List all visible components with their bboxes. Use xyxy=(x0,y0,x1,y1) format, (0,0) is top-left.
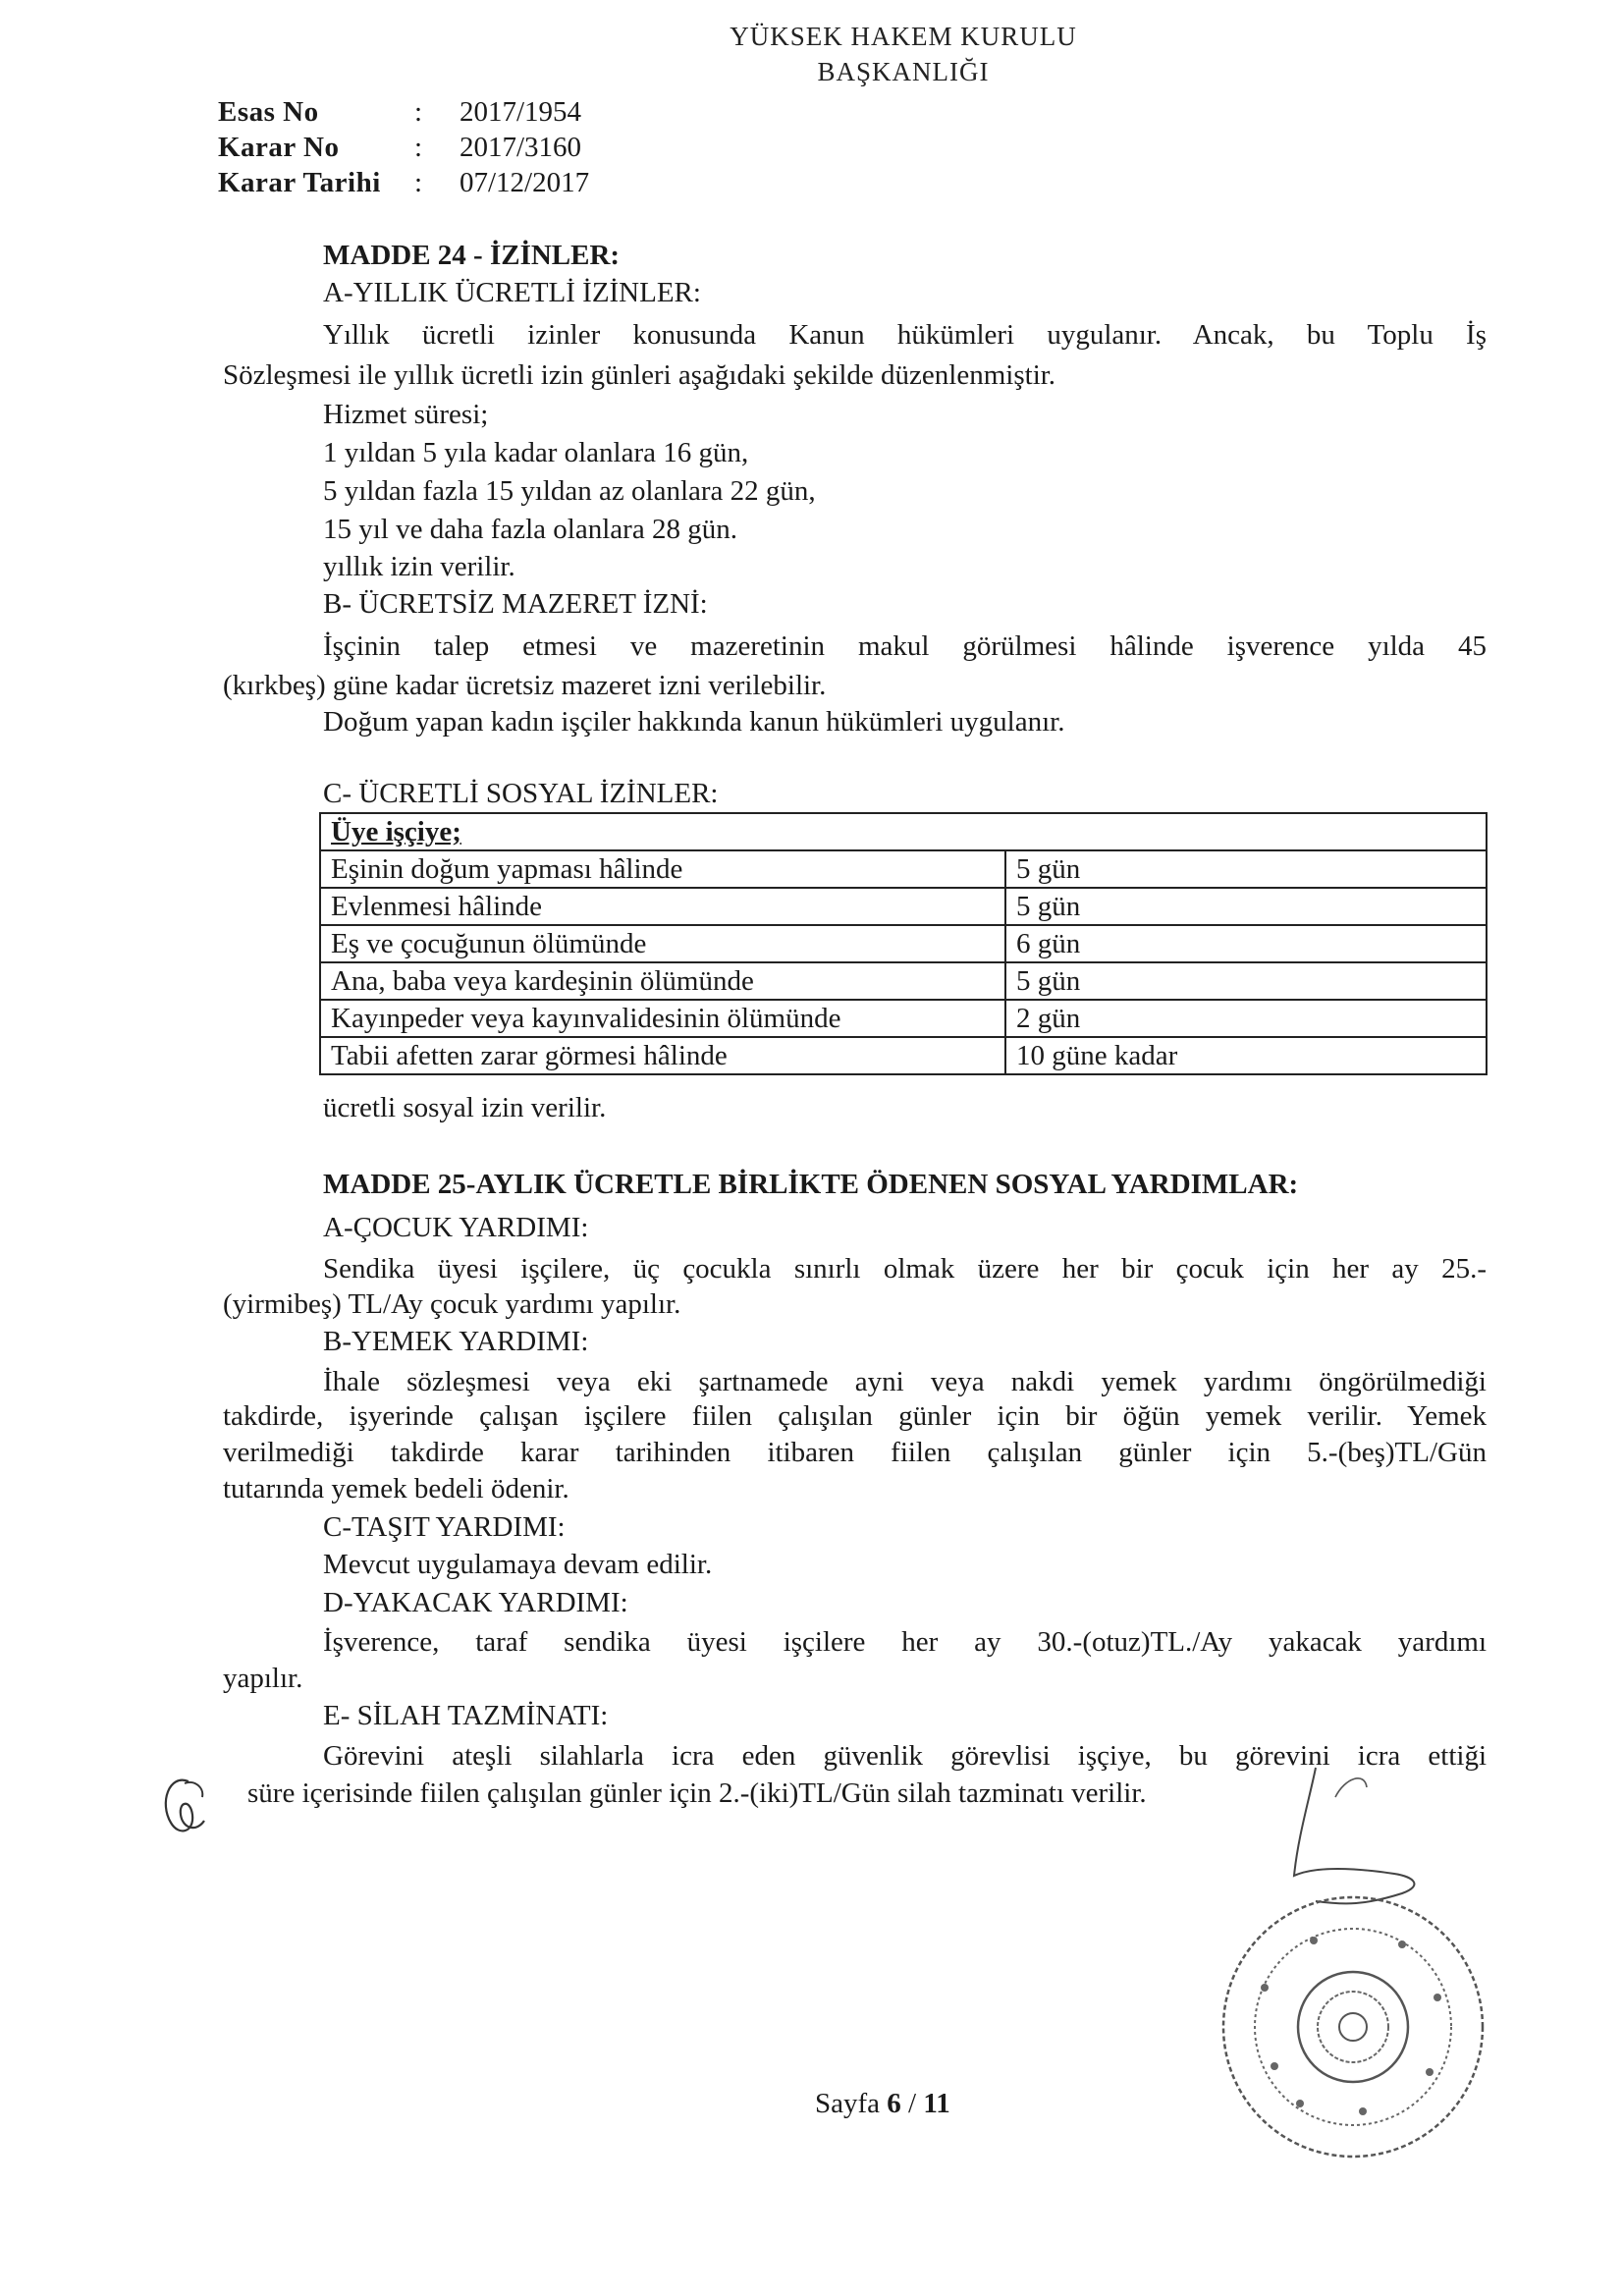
table-row xyxy=(320,1000,1487,1037)
leave-case: Evlenmesi hâlinde xyxy=(320,888,1005,925)
leave-days: 5 gün xyxy=(1005,850,1487,888)
paragraph-line: Mevcut uygulamaya devam edilir. xyxy=(323,1549,713,1580)
paragraph-line: Sendika üyesi işçilere, üç çocukla sınırlı olmak üzere her bir çocuk için her ay 25.- xyxy=(323,1253,1487,1285)
meta-colon: : xyxy=(414,167,423,198)
page-prefix: Sayfa xyxy=(815,2088,888,2119)
leave-case: Kayınpeder veya kayınvalidesinin ölümünde xyxy=(320,1000,1005,1037)
section-d-heading: D-YAKACAK YARDIMI: xyxy=(323,1587,628,1618)
paragraph-line: İşverence, taraf sendika üyesi işçilere her ay 30.-(otuz)TL./Ay yakacak yardımı xyxy=(323,1626,1487,1658)
page-total: 11 xyxy=(923,2088,950,2119)
meta-row-karar xyxy=(218,130,589,165)
table-header-row xyxy=(320,813,1487,850)
paragraph-line: İşçinin talep etmesi ve mazeretinin makul görülmesi hâlinde işverence yılda 45 xyxy=(323,630,1487,662)
leave-rule: 15 yıl ve daha fazla olanlara 28 gün. xyxy=(323,514,737,545)
service-period-label: Hizmet süresi; xyxy=(323,399,489,430)
paragraph-line: Yıllık ücretli izinler konusunda Kanun hükümleri uygulanır. Ancak, bu Toplu İş xyxy=(323,319,1487,351)
institution-subname: BAŞKANLIĞI xyxy=(817,57,990,86)
handwritten-initial xyxy=(149,1764,228,1852)
table-row xyxy=(320,962,1487,1000)
institution-name: YÜKSEK HAKEM KURULU xyxy=(730,22,1077,51)
paragraph-line: Doğum yapan kadın işçiler hakkında kanun hükümleri uygulanır. xyxy=(323,706,1065,738)
leave-case: Eş ve çocuğunun ölümünde xyxy=(320,925,1005,962)
meta-value: 2017/1954 xyxy=(460,96,582,128)
paragraph-line: Sözleşmesi ile yıllık ücretli izin günleri aşağıdaki şekilde düzenlenmiştir. xyxy=(223,359,1056,391)
meta-value: 2017/3160 xyxy=(460,132,582,163)
paragraph-line: İhale sözleşmesi veya eki şartnamede ayni veya nakdi yemek yardımı öngörülmediği xyxy=(323,1366,1487,1397)
meta-colon: : xyxy=(414,96,423,128)
section-b-heading: B-YEMEK YARDIMI: xyxy=(323,1326,589,1357)
meta-row-esas xyxy=(218,94,589,130)
paragraph-line: yapılır. xyxy=(223,1663,303,1694)
meta-label: Esas No xyxy=(218,96,319,128)
leave-rule: 1 yıldan 5 yıla kadar olanlara 16 gün, xyxy=(323,437,749,468)
section-a-heading: A-ÇOCUK YARDIMI: xyxy=(323,1212,589,1243)
page-sep: / xyxy=(900,2088,924,2119)
paragraph-line: ücretli sosyal izin verilir. xyxy=(323,1092,607,1123)
article-25-title: MADDE 25-AYLIK ÜCRETLE BİRLİKTE ÖDENEN SOSYAL YARDIMLAR: xyxy=(323,1169,1299,1200)
section-b-heading: B- ÜCRETSİZ MAZERET İZNİ: xyxy=(323,588,708,620)
page-current: 6 xyxy=(887,2088,901,2119)
page-number xyxy=(815,2088,950,2120)
paragraph-line: süre içerisinde fiilen çalışılan günler için 2.-(iki)TL/Gün silah tazminatı verilir. xyxy=(247,1777,1147,1809)
section-c-heading: C-TAŞIT YARDIMI: xyxy=(323,1511,566,1543)
table-row xyxy=(320,925,1487,962)
leave-days: 5 gün xyxy=(1005,888,1487,925)
leave-case: Ana, baba veya kardeşinin ölümünde xyxy=(320,962,1005,1000)
paragraph-line: Görevini ateşli silahlarla icra eden güvenlik görevlisi işçiye, bu görevini icra ettiği xyxy=(323,1740,1487,1772)
section-a-heading: A-YILLIK ÜCRETLİ İZİNLER: xyxy=(323,277,701,308)
meta-colon: : xyxy=(414,132,423,163)
leave-case: Eşinin doğum yapması hâlinde xyxy=(320,850,1005,888)
paragraph-line: (yirmibeş) TL/Ay çocuk yardımı yapılır. xyxy=(223,1288,681,1320)
leave-days: 5 gün xyxy=(1005,962,1487,1000)
paragraph-line: takdirde, işyerinde çalışan işçilere fiilen çalışılan günler için bir öğün yemek verilir. Yemek xyxy=(223,1400,1487,1432)
leave-case: Tabii afetten zarar görmesi hâlinde xyxy=(320,1037,1005,1074)
meta-row-tarih xyxy=(218,165,589,200)
leave-rule: 5 yıldan fazla 15 yıldan az olanlara 22 gün, xyxy=(323,475,816,507)
meta-label: Karar No xyxy=(218,132,340,163)
table-row xyxy=(320,1037,1487,1074)
article-24-title: MADDE 24 - İZİNLER: xyxy=(323,240,621,271)
case-meta xyxy=(218,94,589,200)
meta-value: 07/12/2017 xyxy=(460,167,590,198)
leave-days: 6 gün xyxy=(1005,925,1487,962)
table-header-cell: Üye işçiye; xyxy=(320,813,1487,850)
leave-days: 2 gün xyxy=(1005,1000,1487,1037)
paragraph-line: yıllık izin verilir. xyxy=(323,551,515,582)
section-c-heading: C- ÜCRETLİ SOSYAL İZİNLER: xyxy=(323,778,719,809)
meta-label: Karar Tarihi xyxy=(218,167,381,198)
official-stamp xyxy=(1206,1880,1500,2174)
table-row xyxy=(320,888,1487,925)
social-leave-table xyxy=(319,812,1488,1075)
paragraph-line: (kırkbeş) güne kadar ücretsiz mazeret izni verilebilir. xyxy=(223,670,827,701)
section-e-heading: E- SİLAH TAZMİNATI: xyxy=(323,1700,609,1731)
table-row xyxy=(320,850,1487,888)
paragraph-line: tutarında yemek bedeli ödenir. xyxy=(223,1473,569,1504)
leave-days: 10 güne kadar xyxy=(1005,1037,1487,1074)
paragraph-line: verilmediği takdirde karar tarihinden itibaren fiilen çalışılan günler için 5.-(beş)TL/Gün xyxy=(223,1437,1487,1468)
